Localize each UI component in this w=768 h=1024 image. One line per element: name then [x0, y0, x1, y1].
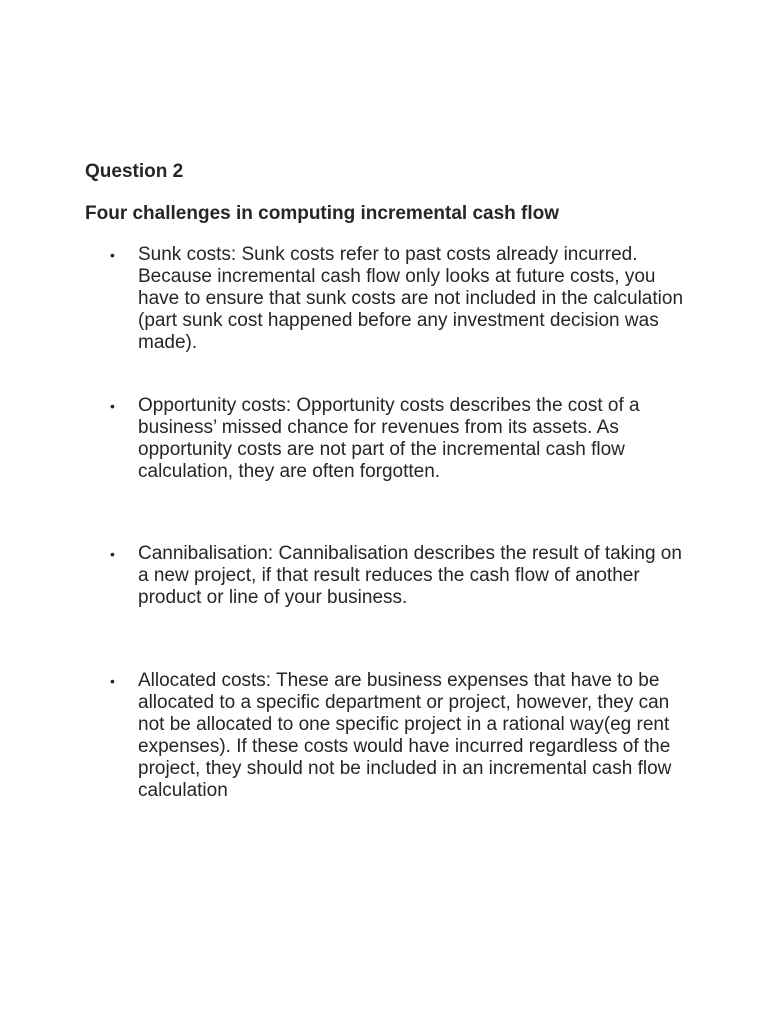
bullet-icon: •	[110, 247, 115, 263]
opportunity-costs-text: Opportunity costs: Opportunity costs describes the cost of a business’ missed chance for revenues from its assets. As opportunity costs are not part of the incremental cash flow calculation, they are often forgotten.	[138, 395, 640, 482]
question-heading: Question 2	[85, 161, 184, 182]
cannibalisation-text: Cannibalisation: Cannibalisation describes the result of taking on a new project, if that result reduces the cash flow of another product or line of your business.	[138, 543, 682, 608]
bullet-icon: •	[110, 398, 115, 414]
sunk-costs-text: Sunk costs: Sunk costs refer to past costs already incurred. Because incremental cash flow only looks at future costs, you have to ensure that sunk costs are not included in the calculation (part sunk cost happened before any investment decision was made).	[138, 244, 684, 353]
bullet-icon: •	[110, 673, 115, 689]
section-heading: Four challenges in computing incremental cash flow	[85, 203, 560, 224]
bullet-icon: •	[110, 546, 115, 562]
allocated-costs-text: Allocated costs: These are business expenses that have to be allocated to a specific department or project, however, they can not be allocated to one specific project in a rational way(eg rent expenses). If these costs would have incurred regardless of the project, they should not be included in an incremental cash flow calculation	[138, 670, 672, 801]
